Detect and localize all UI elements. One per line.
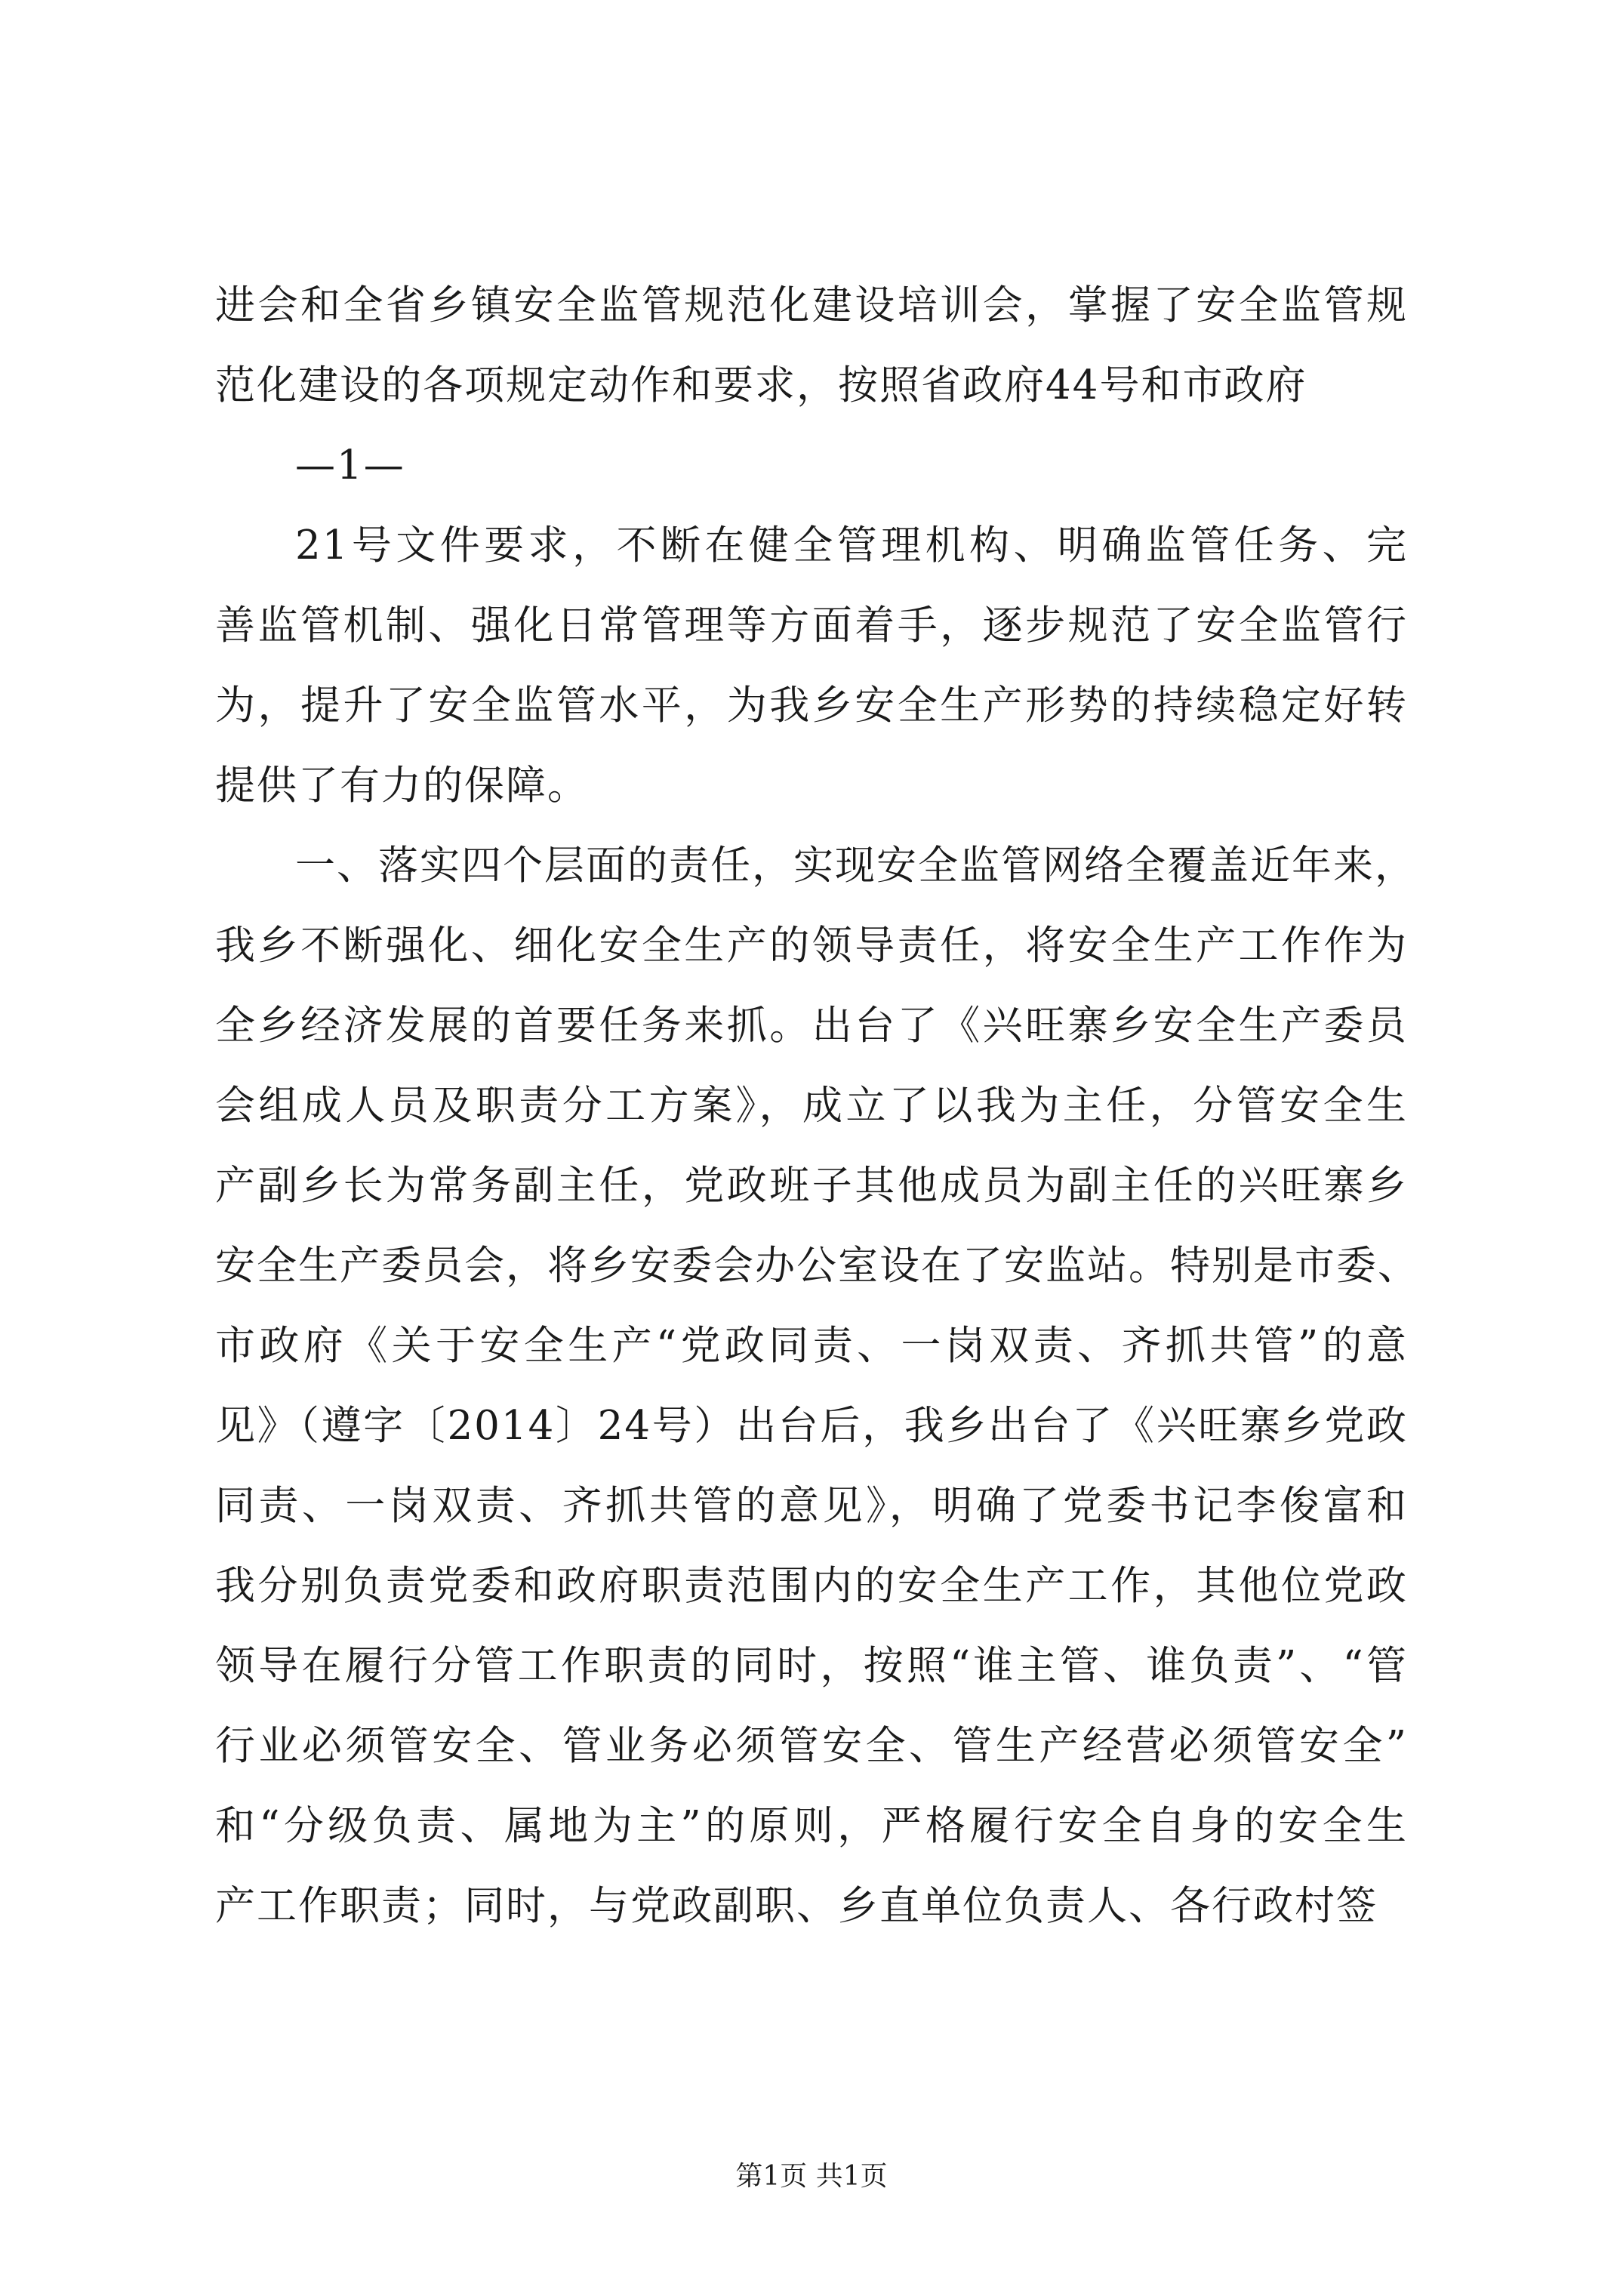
body-text — [215, 266, 1419, 1946]
paragraph-line: 安全生产委员会，将乡安委会办公室设在了安监站。特别是市委、 — [215, 1243, 1419, 1289]
paragraph-line: 我分别负责党委和政府职责范围内的安全生产工作，其他位党政 — [215, 1563, 1408, 1609]
paragraph-line: —1— — [295, 442, 405, 488]
paragraph-line: 为，提升了安全监管水平，为我乡安全生产形势的持续稳定好转 — [215, 683, 1408, 729]
page-footer: 第1页 共1页 — [735, 2161, 888, 2192]
paragraph-line: 和“分级负责、属地为主”的原则，严格履行安全自身的安全生 — [215, 1803, 1408, 1849]
paragraph-line: 全乡经济发展的首要任务来抓。出台了《兴旺寨乡安全生产委员 — [215, 1003, 1408, 1049]
paragraph-line: 提供了有力的保障。 — [215, 763, 589, 809]
paragraph-line: 范化建设的各项规定动作和要求，按照省政府44号和市政府 — [215, 362, 1307, 408]
paragraph-line: 产副乡长为常务副主任，党政班子其他成员为副主任的兴旺寨乡 — [215, 1163, 1408, 1209]
paragraph-line: 产工作职责；同时，与党政副职、乡直单位负责人、各行政村签 — [215, 1883, 1378, 1929]
paragraph-line: 善监管机制、强化日常管理等方面着手，逐步规范了安全监管行 — [215, 603, 1408, 649]
paragraph-line: 市政府《关于安全生产“党政同责、一岗双责、齐抓共管”的意 — [215, 1323, 1408, 1369]
paragraph-line: 会组成人员及职责分工方案》，成立了以我为主任，分管安全生 — [215, 1083, 1408, 1129]
paragraph-line: 同责、一岗双责、齐抓共管的意见》，明确了党委书记李俊富和 — [215, 1483, 1408, 1529]
paragraph-line: 见》（遵字〔2014〕24号）出台后，我乡出台了《兴旺寨乡党政 — [215, 1403, 1408, 1449]
paragraph-line: 我乡不断强化、细化安全生产的领导责任，将安全生产工作作为 — [215, 923, 1408, 969]
paragraph-line: 领导在履行分管工作职责的同时，按照“谁主管、谁负责”、“管 — [215, 1643, 1408, 1689]
paragraph-line: 一、落实四个层面的责任，实现安全监管网络全覆盖近年来， — [295, 843, 1416, 889]
paragraph-line: 21号文件要求，不断在健全管理机构、明确监管任务、完 — [295, 522, 1408, 569]
paragraph-line: 进会和全省乡镇安全监管规范化建设培训会，掌握了安全监管规 — [215, 282, 1408, 328]
paragraph-line: 行业必须管安全、管业务必须管安全、管生产经营必须管安全” — [215, 1723, 1408, 1769]
